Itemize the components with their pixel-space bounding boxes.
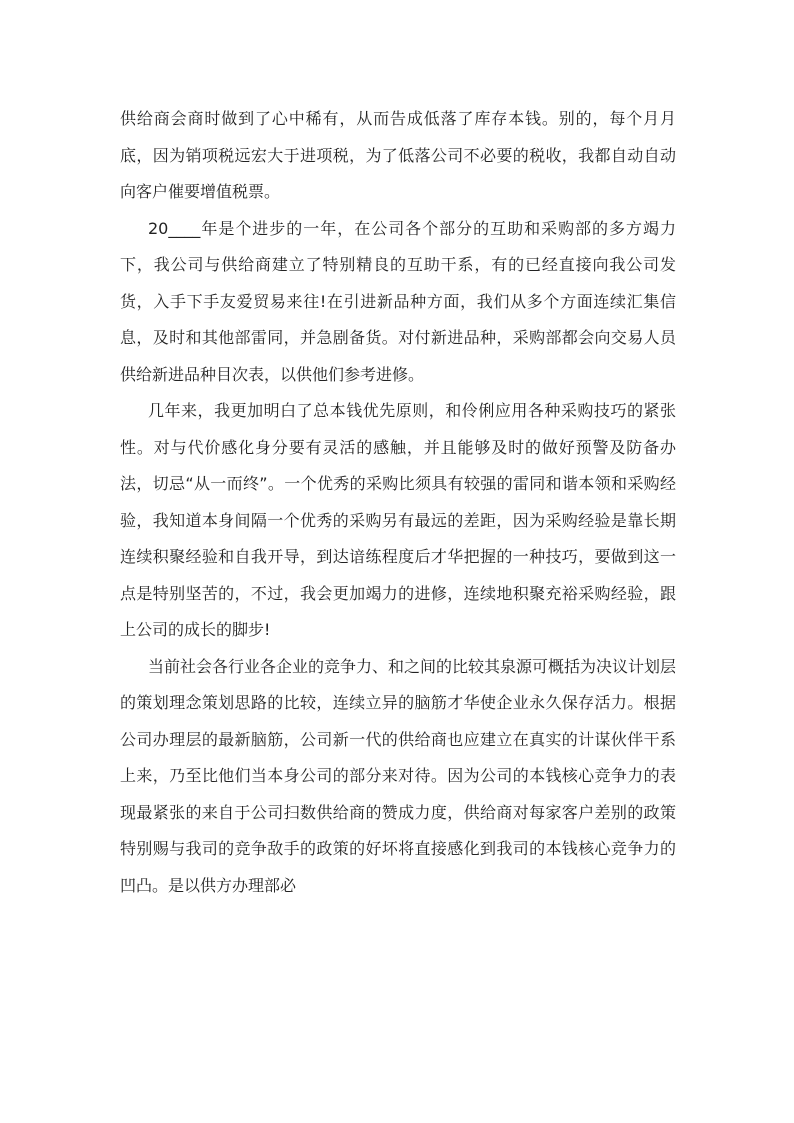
paragraph-2: 20____年是个进步的一年，在公司各个部分的互助和采购部的多方竭力下，我公司与供给商建立了特别精良的互助干系，有的已经直接向我公司发货，入手下手友爱贸易来往!在引进新品种方面，我们从多个方面连续汇集信息，及时和其他部雷同，并急剧备货。对付新进品种，采购部都会向交易人员供给新进品种目次表，以供他们参考进修。: [120, 218, 676, 384]
paragraph-3: 几年来，我更加明白了总本钱优先原则，和伶俐应用各种采购技巧的紧张性。对与代价感化身分要有灵活的感触，并且能够及时的做好预警及防备办法，切忌“从一而终”。一个优秀的采购比须具有较强的雷同和谐本领和采购经验，我知道本身间隔一个优秀的采购另有最远的差距，因为采购经验是靠长期连续积聚经验和自我开导，到达谙练程度后才华把握的一种技巧，要做到这一点是特别坚苦的，不过，我会更加竭力的进修，连续地积聚充裕采购经验，跟上公司的成长的脚步!: [120, 401, 676, 639]
paragraph-1: 供给商会商时做到了心中稀有，从而告成低落了库存本钱。别的，每个月月底，因为销项税远宏大于进项税，为了低落公司不必要的税收，我都自动自动向客户催要增值税票。: [120, 109, 676, 201]
document-body: [120, 101, 676, 904]
paragraph-4: 当前社会各行业各企业的竞争力、和之间的比较其泉源可概括为决议计划层的策划理念策划思路的比较，连续立异的脑筋才华使企业永久保存活力。根据公司办理层的最新脑筋，公司新一代的供给商也应建立在真实的计谋伙伴干系上来，乃至比他们当本身公司的部分来对待。因为公司的本钱核心竞争力的表现最紧张的来自于公司扫数供给商的赞成力度，供给商对每家客户差别的政策特别赐与我司的竞争敌手的政策的好坏将直接感化到我司的本钱核心竞争力的凹凸。是以供方办理部必: [120, 656, 677, 895]
